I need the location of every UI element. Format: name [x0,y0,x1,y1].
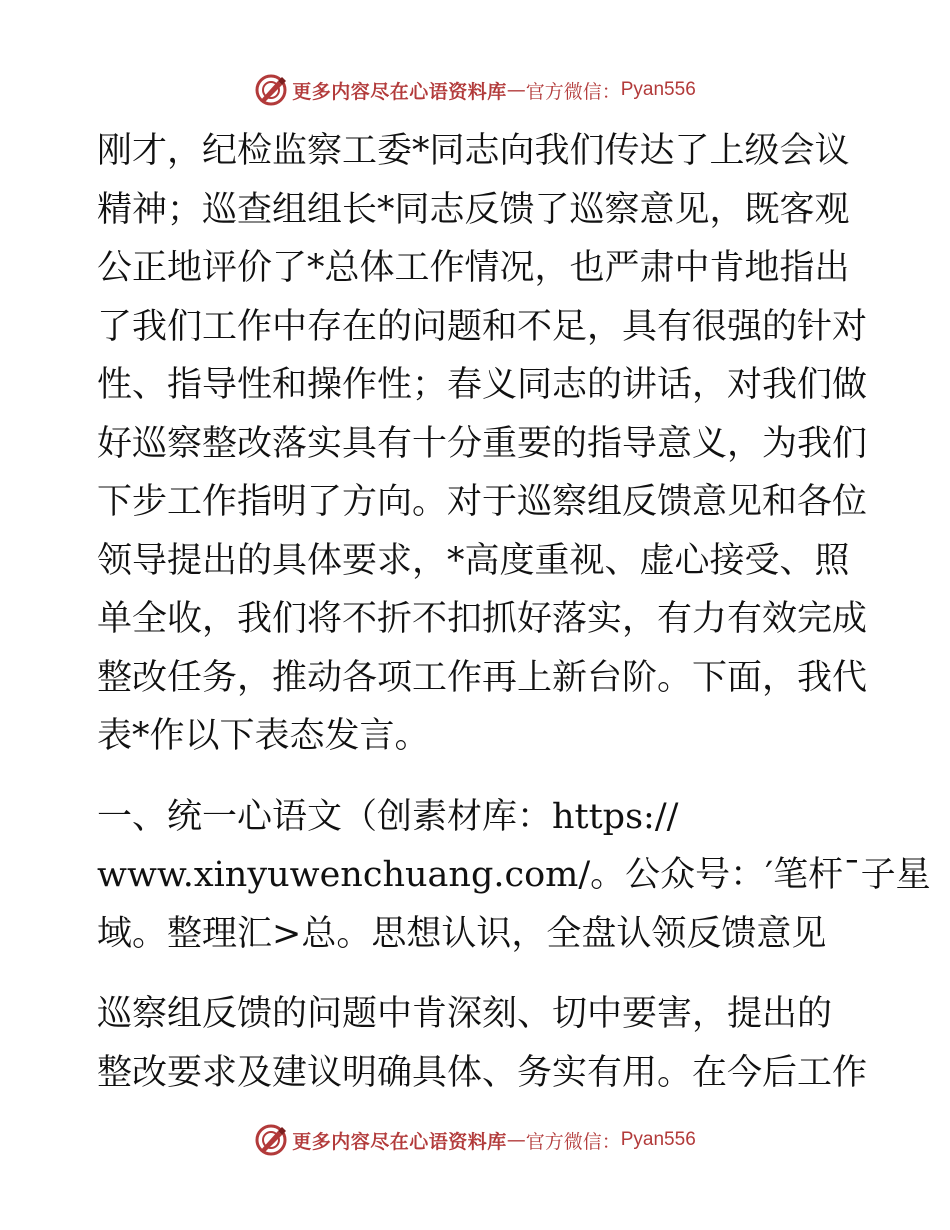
text-line: 域。整理汇>总。思想认识，全盘认领反馈意见 [97,913,827,954]
paragraph-body [97,985,868,1102]
text-line: 性、指导性和操作性；春义同志的讲话，对我们做 [97,365,868,405]
document-body [97,122,931,1102]
text-line: 好巡察整改落实具有十分重要的指导意义，为我们 [97,423,868,464]
watermark-wechat-id: Pyan556 [620,79,696,100]
watermark-separator: — [506,79,526,101]
paragraph-gap [97,963,857,985]
watermark-separator: — [506,1129,526,1151]
paragraph-section-heading [97,788,931,964]
watermark-official-label: 官方微信： [525,80,621,103]
watermark-official-label: 官方微信： [525,1130,621,1153]
text-line: www.xinyuwenchuang.com/。公众号：′笔杆¯子星 [97,855,931,895]
text-line: 整改任务，推动各项工作再上新台阶。下面，我代 [97,657,868,698]
watermark-wechat-id: Pyan556 [620,1129,696,1150]
paragraph-intro [97,122,868,766]
text-line: 刚才，纪检监察工委*同志向我们传达了上级会议 [97,131,850,171]
watermark-brand: 更多内容尽在心语资料库 [292,1130,507,1153]
text-line: 巡察组反馈的问题中肯深刻、切中要害，提出的 [97,994,833,1034]
text-line: 领导提出的具体要求，*高度重视、虚心接受、照 [97,540,850,581]
pen-logo-icon [254,1123,288,1157]
paragraph-gap [97,766,857,788]
text-line: 了我们工作中存在的问题和不足，具有很强的针对 [97,306,868,347]
text-line: 一、统一心语文（创素材库：https:// [97,796,679,837]
text-line: 单全收，我们将不折不扣抓好落实，有力有效完成 [97,599,868,639]
text-line: 表*作以下表态发言。 [97,716,430,756]
text-line: 下步工作指明了方向。对于巡察组反馈意见和各位 [97,482,868,522]
watermark-footer [0,1120,950,1160]
text-line: 精神；巡查组组长*同志反馈了巡察意见，既客观 [97,189,850,230]
text-line: 整改要求及建议明确具体、务实有用。在今后工作 [97,1052,868,1093]
pen-logo-icon [254,73,288,107]
watermark-header [0,70,950,110]
text-line: 公正地评价了*总体工作情况，也严肃中肯地指出 [97,248,850,288]
watermark-brand: 更多内容尽在心语资料库 [292,80,507,103]
